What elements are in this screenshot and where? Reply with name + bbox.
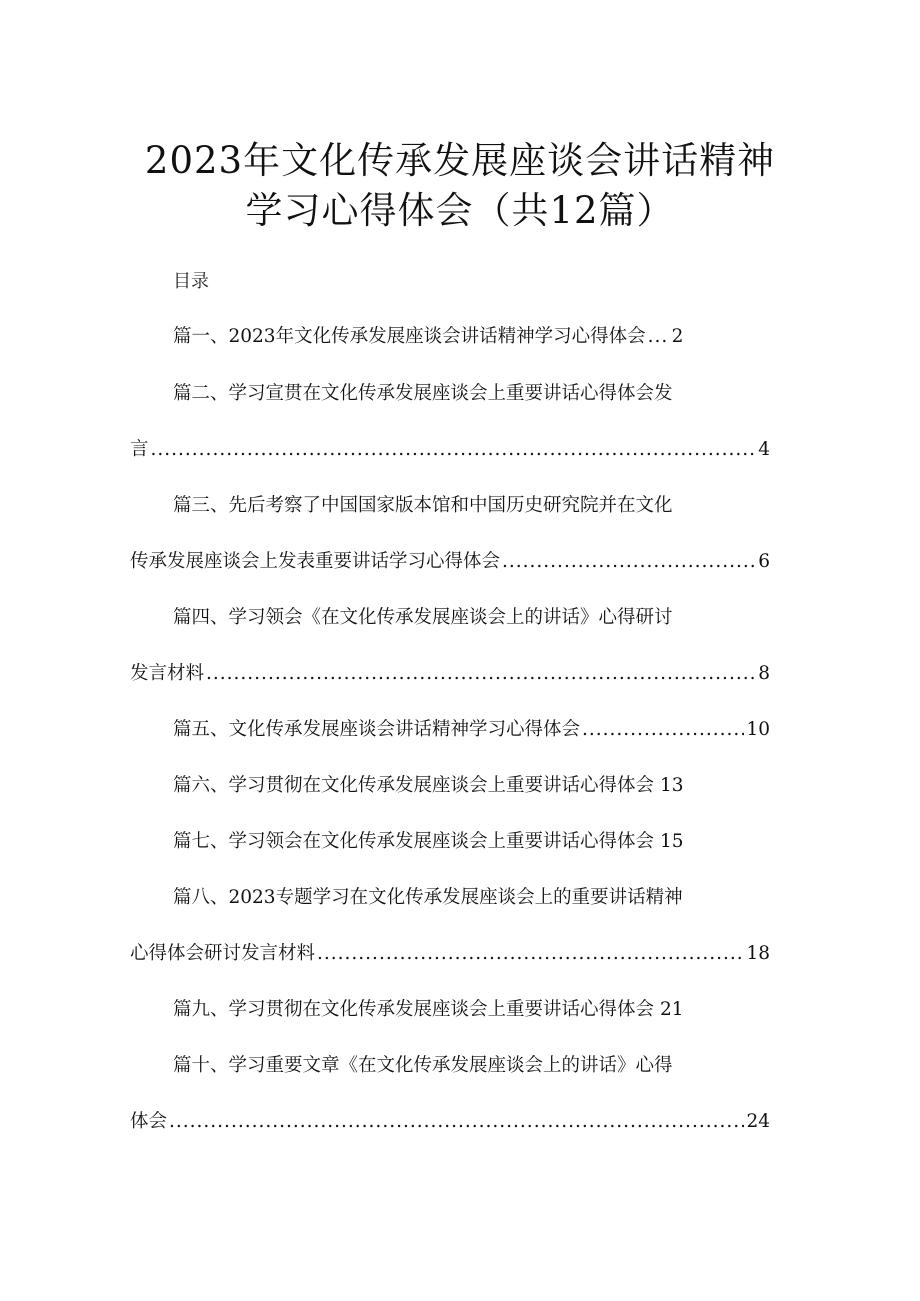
toc-entry-title: 传承发展座谈会上发表重要讲话学习心得体会 — [130, 551, 501, 572]
toc-entry-title: 篇五、文化传承发展座谈会讲话精神学习心得体会 — [173, 719, 581, 740]
toc-entry-3-line1[interactable]: 篇三、先后考察了中国国家版本馆和中国历史研究院并在文化 — [173, 495, 673, 516]
toc-entry-title: 篇一、2023年文化传承发展座谈会讲话精神学习心得体会 — [173, 326, 646, 347]
document-title-line2: 学习心得体会（共12篇） — [245, 189, 675, 232]
toc-entry-title: 心得体会研讨发言材料 — [130, 943, 316, 964]
toc-entry-9[interactable] — [173, 995, 684, 1025]
toc-entry-1[interactable] — [173, 322, 718, 352]
toc-entry-title: 篇七、学习领会在文化传承发展座谈会上重要讲话心得体会 — [173, 831, 655, 852]
toc-leader-dots — [151, 435, 757, 465]
toc-entry-6[interactable] — [173, 771, 684, 801]
toc-leader-dots — [648, 322, 670, 352]
toc-entry-3-line2[interactable] — [130, 547, 770, 577]
toc-entry-title: 篇九、学习贯彻在文化传承发展座谈会上重要讲话心得体会 — [173, 999, 655, 1020]
toc-leader-dots — [502, 547, 756, 577]
toc-leader-dots — [317, 939, 744, 969]
toc-page-number: 10 — [746, 719, 770, 740]
toc-page-number: 13 — [660, 775, 684, 796]
toc-page-number: 18 — [746, 943, 770, 964]
document-title-line1: 2023年文化传承发展座谈会讲话精神 — [144, 139, 776, 182]
toc-entry-4-line2[interactable] — [130, 659, 770, 689]
toc-heading: 目录 — [173, 271, 209, 292]
toc-entry-4-line1[interactable]: 篇四、学习领会《在文化传承发展座谈会上的讲话》心得研讨 — [173, 607, 673, 628]
toc-page-number: 6 — [758, 551, 770, 572]
toc-page-number: 15 — [660, 831, 684, 852]
toc-entry-title: 篇六、学习贯彻在文化传承发展座谈会上重要讲话心得体会 — [173, 775, 655, 796]
toc-entry-8-line2[interactable] — [130, 939, 770, 969]
toc-entry-title: 言 — [130, 439, 149, 460]
toc-entry-title: 发言材料 — [130, 663, 205, 684]
toc-leader-dots — [582, 715, 744, 745]
toc-entry-10-line2[interactable] — [130, 1107, 770, 1137]
toc-leader-dots — [169, 1107, 744, 1137]
toc-entry-title: 体会 — [130, 1111, 168, 1132]
toc-entry-2-line2[interactable] — [130, 435, 770, 465]
toc-page-number: 4 — [758, 439, 770, 460]
toc-leader-dots — [206, 659, 756, 689]
toc-page-number: 8 — [758, 663, 770, 684]
toc-entry-2-line1[interactable]: 篇二、学习宣贯在文化传承发展座谈会上重要讲话心得体会发 — [173, 383, 673, 404]
toc-page-number: 24 — [746, 1111, 770, 1132]
toc-entry-7[interactable] — [173, 827, 684, 857]
toc-entry-5[interactable] — [173, 715, 770, 745]
toc-entry-10-line1[interactable]: 篇十、学习重要文章《在文化传承发展座谈会上的讲话》心得 — [173, 1055, 673, 1076]
toc-entry-8-line1[interactable]: 篇八、2023专题学习在文化传承发展座谈会上的重要讲话精神 — [173, 887, 683, 908]
toc-page-number: 21 — [660, 999, 684, 1020]
toc-page-number: 2 — [671, 326, 684, 347]
